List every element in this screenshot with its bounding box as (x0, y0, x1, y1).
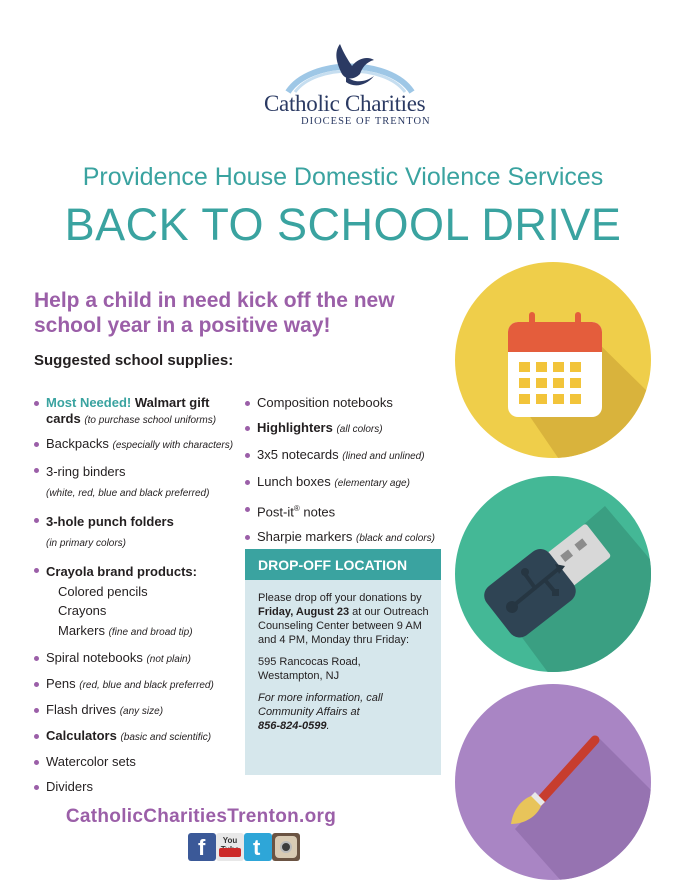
facebook-icon[interactable]: f (188, 833, 216, 861)
address-line-1: 595 Rancocas Road, (258, 656, 361, 668)
supplies-list-right (245, 395, 455, 547)
catholic-charities-logo (250, 40, 450, 140)
website-link[interactable]: CatholicCharitiesTrenton.org (65, 806, 337, 827)
list-item: Calculators (basic and scientific) (34, 728, 239, 746)
list-item: Flash drives (any size) (34, 702, 239, 720)
usb-flash-drive-icon (455, 476, 651, 672)
twitter-icon[interactable]: t (244, 833, 272, 861)
list-item: 3-ring binders (white, red, blue and black preferred) (34, 462, 239, 504)
list-item: Composition notebooks (245, 395, 455, 411)
address-line-2: Westampton, NJ (258, 670, 340, 682)
list-item: 3x5 notecards (lined and unlined) (245, 447, 455, 465)
flash-drive-circle (455, 476, 651, 672)
instagram-icon[interactable] (272, 833, 300, 861)
list-item: Spiral notebooks (not plain) (34, 650, 239, 668)
list-item: Most Needed! Walmart gift cards (to purchase school uniforms) (34, 395, 239, 429)
supplies-list-left (34, 395, 239, 795)
list-item: Lunch boxes (elementary age) (245, 474, 455, 492)
list-item: Backpacks (especially with characters) (34, 436, 239, 454)
logo-name: Catholic Charities (264, 91, 426, 116)
list-item: Post-it® notes (245, 501, 455, 520)
list-item: Highlighters (all colors) (245, 420, 455, 438)
most-needed-label: Most Needed! (46, 395, 132, 410)
headline: Help a child in need kick off the new school year in a positive way! (34, 289, 395, 337)
paintbrush-circle (455, 684, 651, 880)
page-title: BACK TO SCHOOL DRIVE (64, 199, 622, 250)
dropoff-body: Please drop off your donations by Friday, August 23 at our Outreach Counseling Center between 9 AM and 4 PM, Monday thru Friday: 595 Rancocas Road, Westampton, NJ For more information, call Community Affairs at 856-824-0599. (258, 592, 429, 732)
calendar-icon (455, 262, 651, 458)
page-subtitle: Providence House Domestic Violence Services (82, 163, 604, 191)
list-item: Dividers (34, 779, 239, 795)
list-item: 3-hole punch folders (in primary colors) (34, 512, 239, 554)
paintbrush-icon (455, 684, 651, 880)
calendar-circle (455, 262, 651, 458)
list-item: Watercolor sets (34, 754, 239, 770)
supplies-heading: Suggested school supplies: (34, 352, 234, 369)
youtube-icon[interactable]: You (216, 833, 244, 861)
list-item: Crayola brand products: Colored pencils Crayons Markers (fine and broad tip) (34, 562, 239, 642)
logo-subtitle: DIOCESE OF TRENTON (301, 116, 431, 127)
dropoff-box (245, 549, 441, 775)
phone-number: 856-824-0599 (258, 720, 327, 732)
list-item: Pens (red, blue and black preferred) (34, 676, 239, 694)
list-item: Sharpie markers (black and colors) (245, 529, 455, 547)
dropoff-heading: DROP-OFF LOCATION (245, 549, 441, 580)
